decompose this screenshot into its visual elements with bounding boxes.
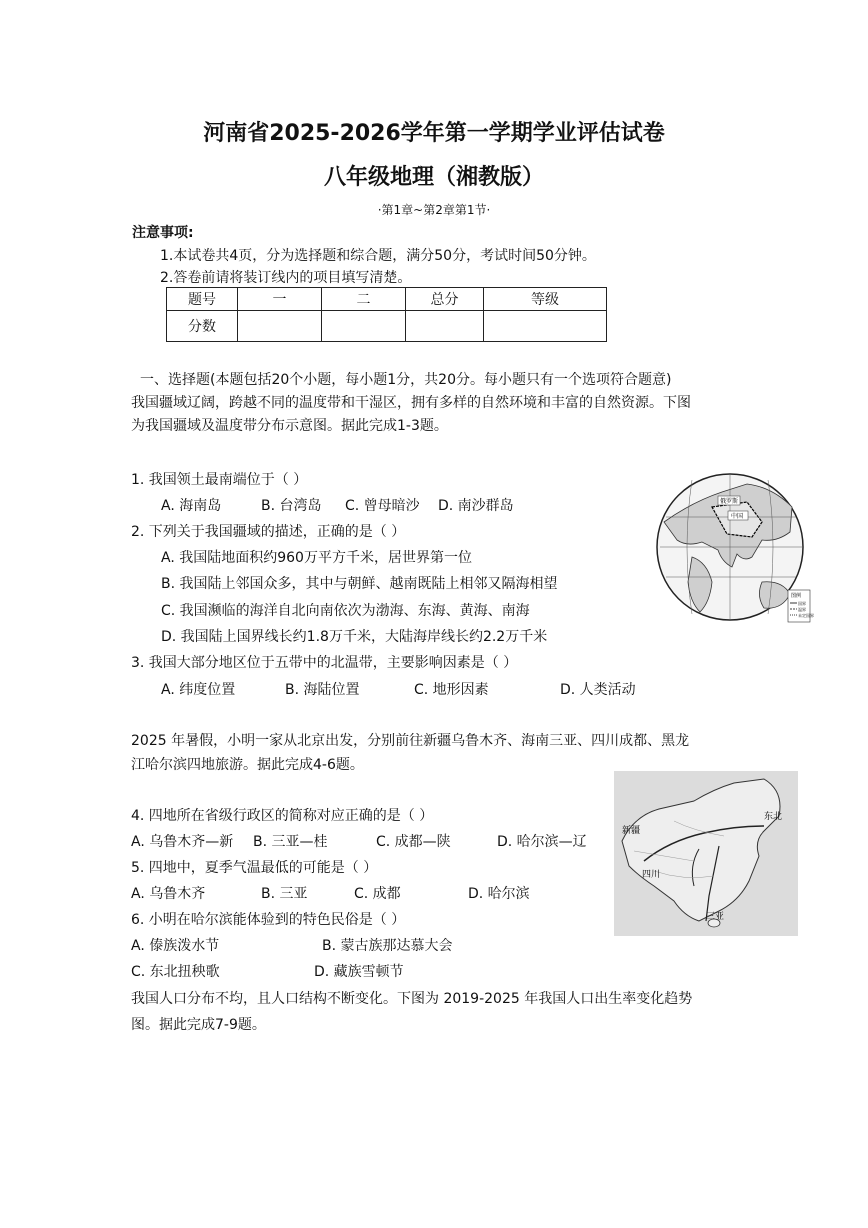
question-stem: 2. 下列关于我国疆域的描述，正确的是（ ）: [131, 524, 406, 540]
notice-heading: 注意事项:: [132, 225, 194, 241]
question-option[interactable]: D. 我国陆上国界线长约1.8万千米，大陆海岸线长约2.2万千米: [161, 629, 548, 645]
china-map-figure: [614, 771, 798, 936]
question-stem: 4. 四地所在省级行政区的简称对应正确的是（ ）: [131, 808, 434, 824]
notice-item: 1.本试卷共4页，分为选择题和综合题，满分50分，考试时间50分钟。: [160, 248, 596, 264]
question-option[interactable]: C. 曾母暗沙: [345, 498, 420, 514]
legend-item: 国界: [798, 601, 806, 606]
legend-item: 温界: [798, 607, 806, 612]
score-input-cell[interactable]: [322, 311, 406, 342]
question-option[interactable]: D. 哈尔滨—辽: [497, 834, 587, 850]
question-option[interactable]: C. 地形因素: [414, 682, 489, 698]
question-option[interactable]: B. 我国陆上邻国众多，其中与朝鲜、越南既陆上相邻又隔海相望: [161, 576, 558, 592]
exam-subtitle: 八年级地理（湘教版）: [323, 165, 544, 190]
section-intro: 我国疆域辽阔，跨越不同的温度带和干湿区，拥有多样的自然环境和丰富的自然资源。下图: [131, 395, 691, 411]
question-option[interactable]: A. 乌鲁木齐: [131, 886, 206, 902]
section-intro: 图。据此完成7-9题。: [131, 1017, 266, 1033]
question-option[interactable]: D. 人类活动: [560, 682, 636, 698]
question-option[interactable]: A. 傣族泼水节: [131, 938, 220, 954]
grade-input-cell[interactable]: [484, 311, 607, 342]
question-stem: 6. 小明在哈尔滨能体验到的特色民俗是（ ）: [131, 912, 406, 928]
section-intro: 我国人口分布不均，且人口结构不断变化。下图为 2019-2025 年我国人口出生率变化趋势: [131, 991, 693, 1007]
section-intro: 2025 年暑假，小明一家从北京出发，分别前往新疆乌鲁木齐、海南三亚、四川成都、黑龙: [131, 733, 690, 749]
globe-label: 俄罗斯: [720, 498, 739, 505]
question-stem: 1. 我国领土最南端位于（ ）: [131, 472, 308, 488]
score-table-row-label: 分数: [167, 311, 238, 342]
question-option[interactable]: B. 海陆位置: [285, 682, 360, 698]
question-option[interactable]: B. 三亚—桂: [253, 834, 328, 850]
section-intro: 江哈尔滨四地旅游。据此完成4-6题。: [131, 757, 364, 773]
question-option[interactable]: A. 海南岛: [161, 498, 222, 514]
score-table-header-cell: 二: [322, 288, 406, 311]
score-input-cell[interactable]: [238, 311, 322, 342]
question-option[interactable]: A. 乌鲁木齐—新: [131, 834, 234, 850]
legend-item: 未定国界: [798, 613, 814, 618]
exam-scope: ·第1章~第2章第1节·: [377, 203, 491, 217]
china-map-graphic: [614, 771, 798, 936]
question-option[interactable]: D. 哈尔滨: [468, 886, 530, 902]
score-table-header-cell: 题号: [167, 288, 238, 311]
question-option[interactable]: D. 南沙群岛: [438, 498, 514, 514]
section-heading: 一、选择题(本题包括20个小题，每小题1分，共20分。每小题只有一个选项符合题意): [140, 372, 672, 388]
china-map-label: 新疆: [622, 826, 641, 836]
question-option[interactable]: A. 我国陆地面积约960万平方千米，居世界第一位: [161, 550, 472, 566]
question-option[interactable]: C. 我国濒临的海洋自北向南依次为渤海、东海、黄海、南海: [161, 603, 530, 619]
china-map-label: 东北: [764, 812, 783, 822]
score-table-header-cell: 总分: [406, 288, 484, 311]
globe-map-graphic: [652, 462, 812, 636]
question-option[interactable]: B. 台湾岛: [261, 498, 322, 514]
question-option[interactable]: C. 东北扭秧歌: [131, 964, 220, 980]
legend-title: 图例: [791, 593, 802, 599]
question-stem: 3. 我国大部分地区位于五带中的北温带，主要影响因素是（ ）: [131, 655, 518, 671]
globe-label: 中国: [731, 513, 744, 520]
score-table-header-cell: 一: [238, 288, 322, 311]
notice-item: 2.答卷前请将装订线内的项目填写清楚。: [160, 270, 412, 286]
question-option[interactable]: C. 成都: [354, 886, 401, 902]
question-option[interactable]: D. 藏族雪顿节: [314, 964, 404, 980]
exam-title: 河南省2025-2026学年第一学期学业评估试卷: [203, 121, 665, 146]
score-table: [166, 287, 607, 342]
question-option[interactable]: B. 三亚: [261, 886, 308, 902]
china-map-label: 三亚: [706, 912, 725, 922]
question-option[interactable]: A. 纬度位置: [161, 682, 236, 698]
score-input-cell[interactable]: [406, 311, 484, 342]
score-table-header-cell: 等级: [484, 288, 607, 311]
china-map-label: 四川: [642, 870, 661, 880]
section-intro: 为我国疆域及温度带分布示意图。据此完成1-3题。: [131, 418, 448, 434]
question-stem: 5. 四地中，夏季气温最低的可能是（ ）: [131, 860, 378, 876]
question-option[interactable]: B. 蒙古族那达慕大会: [322, 938, 453, 954]
question-option[interactable]: C. 成都—陕: [376, 834, 451, 850]
globe-map-figure: [652, 462, 812, 636]
